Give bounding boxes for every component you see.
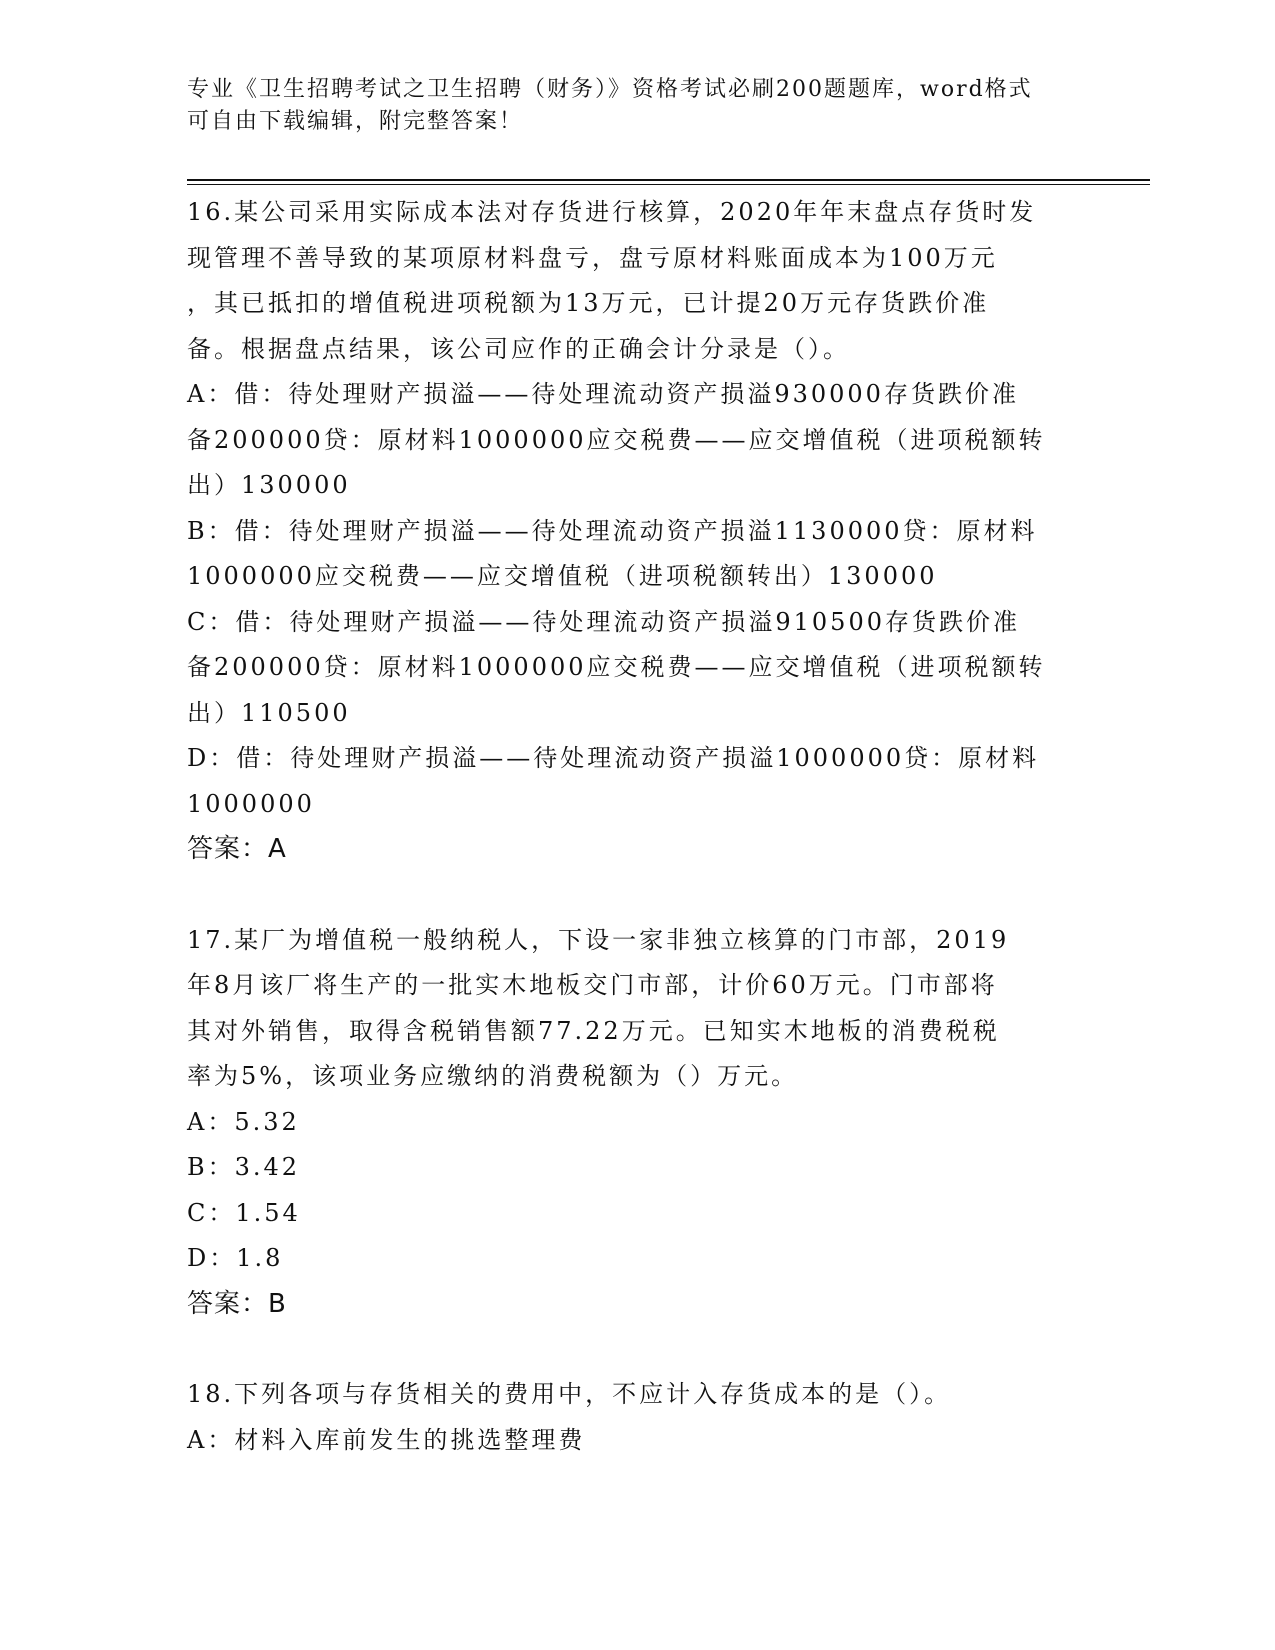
question-stem-line: 现管理不善导致的某项原材料盘亏，盘亏原材料账面成本为100万元	[187, 243, 998, 272]
header-divider-thin	[187, 184, 1150, 185]
question-17	[187, 918, 1087, 1328]
question-spacer	[187, 873, 1087, 918]
option-c-line: 备200000贷：原材料1000000应交税费——应交增值税（进项税额转	[187, 653, 1046, 681]
question-stem-line: 其对外销售，取得含税销售额77.22万元。已知实木地板的消费税税	[187, 1016, 1000, 1045]
question-stem-line: 年8月该厂将生产的一批实木地板交门市部，计价60万元。门市部将	[187, 971, 998, 999]
answer-label: 答案：B	[187, 1288, 287, 1319]
option-a-line: A：借：待处理财产损溢——待处理流动资产损溢930000存货跌价准	[187, 380, 1019, 408]
option-d-line: 1000000	[187, 789, 315, 818]
option-c-line: 出）110500	[187, 698, 351, 727]
option-d-line: D：借：待处理财产损溢——待处理流动资产损溢1000000贷：原材料	[187, 744, 1040, 772]
option-c: C：1.54	[187, 1198, 301, 1227]
question-18	[187, 1372, 1087, 1463]
header-line-2: 可自由下载编辑，附完整答案！	[187, 109, 524, 134]
header-divider-thick	[187, 179, 1150, 181]
question-spacer	[187, 1327, 1087, 1372]
option-b-line: B：借：待处理财产损溢——待处理流动资产损溢1130000贷：原材料	[187, 516, 1038, 545]
question-stem-line: 18.下列各项与存货相关的费用中，不应计入存货成本的是（）。	[187, 1380, 952, 1408]
option-a-line: 出）130000	[187, 471, 351, 499]
question-stem-line: ，其已抵扣的增值税进项税额为13万元，已计提20万元存货跌价准	[187, 289, 990, 317]
option-b: B：3.42	[187, 1153, 301, 1181]
option-b-line: 1000000应交税费——应交增值税（进项税额转出）130000	[187, 562, 938, 590]
question-stem-line: 备。根据盘点结果，该公司应作的正确会计分录是（）。	[187, 334, 850, 363]
answer-label: 答案：A	[187, 834, 287, 864]
question-16	[187, 190, 1087, 873]
option-a-line: 备200000贷：原材料1000000应交税费——应交增值税（进项税额转	[187, 425, 1046, 454]
option-a: A：材料入库前发生的挑选整理费	[187, 1425, 586, 1454]
option-a: A：5.32	[187, 1107, 300, 1136]
document-header	[187, 74, 1067, 138]
question-stem-line: 率为5%，该项业务应缴纳的消费税额为（）万元。	[187, 1062, 799, 1090]
question-stem-line: 16.某公司采用实际成本法对存货进行核算，2020年年末盘点存货时发	[187, 198, 1037, 226]
option-c-line: C：借：待处理财产损溢——待处理流动资产损溢910500存货跌价准	[187, 607, 1020, 636]
header-line-1: 专业《卫生招聘考试之卫生招聘（财务）》资格考试必刷200题题库，word格式	[187, 77, 1033, 102]
option-d: D：1.8	[187, 1244, 284, 1272]
question-stem-line: 17.某厂为增值税一般纳税人，下设一家非独立核算的门市部，2019	[187, 925, 1010, 954]
question-list	[187, 190, 1087, 1463]
